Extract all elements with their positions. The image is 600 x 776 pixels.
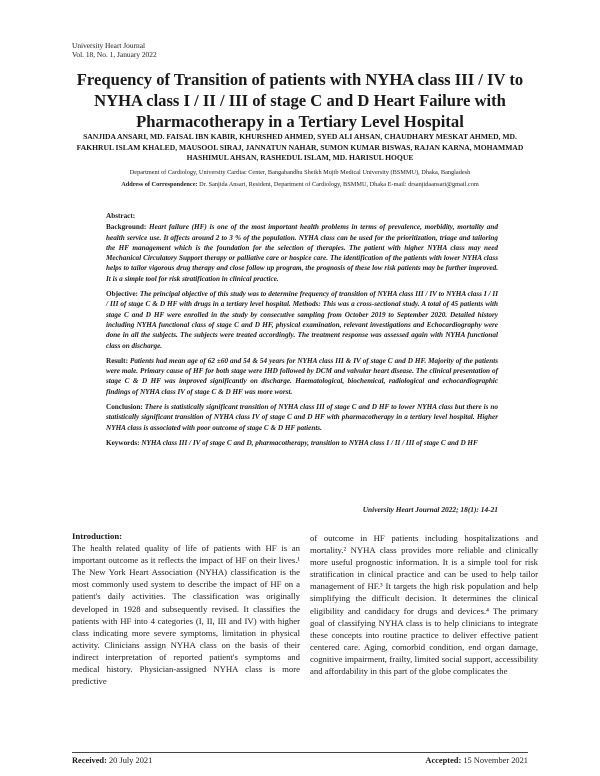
abstract-result (106, 356, 498, 397)
accepted-label: Accepted: (425, 756, 462, 765)
accepted-value: 15 November 2021 (463, 756, 528, 765)
keywords-label: Keywords: (106, 438, 140, 447)
conclusion-text: There is statistically significant transition of NYHA class III of stage C and D HF to lower NYHA class but there is no statistically significant transition of NYHA class IV of stage C and D HF with pharmacotherapy in a tertiary level hospital. Higher NYHA class is associated with poor outcome of stage C & D HF patients. (106, 403, 498, 432)
accepted-date (425, 756, 528, 765)
correspondence (80, 180, 520, 189)
abstract-conclusion (106, 402, 498, 433)
abstract-background (106, 222, 498, 284)
journal-header (72, 41, 157, 59)
abstract-objective (106, 289, 498, 351)
abstract-heading: Abstract: (106, 212, 136, 220)
result-text: Patients had mean age of 62 ±60 and 54 & 54 years for NYHA class III & IV of stage C and D HF. Majority of the patients were male. Primary cause of HF for both stage were IHD followed by DCM and valvular heart disease. The clinical presentation of stage C & D HF was improved significantly on discharge. Haematological, biochemical, radiological and echocardiographic findings of NYHA class IV of stage C & D HF was more worst. (106, 356, 498, 396)
received-label: Received: (72, 756, 107, 765)
journal-name: University Heart Journal (72, 41, 146, 50)
abstract-keywords (106, 438, 498, 448)
citation: University Heart Journal 2022; 18(1): 14-21 (362, 505, 498, 514)
background-text: Heart failure (HF) is one of the most important health problems in terms of prevalence, morbidity, mortality and health service use. It affects around 2 to 3 % of the population. NYHA class can be used for the prioritization, triage and tailoring the HF management which is the foundation for the selection of therapies. The patient with higher NYHA class may need Mechanical Circulatory Support therapy or palliative care or hospice care. The identification of the patients with lower NYHA class helps to tailor vigorous drug therapy and close follow up program, the prognosis of these low risk patients may be further improved. It is a simple tool for risk stratification in clinical practice. (106, 223, 498, 283)
abstract (106, 211, 498, 453)
introduction-heading: Introduction: (72, 531, 123, 541)
conclusion-label: Conclusion: (106, 403, 143, 412)
keywords-text: NYHA class III / IV of stage C and D, pharmacotherapy, transition to NYHA class I / II / III of stage C and D HF (141, 438, 478, 447)
footer-divider (72, 752, 528, 753)
article-title: Frequency of Transition of patients with NYHA class III / IV to NYHA class I / II / III of stage C and D Heart Failure with Pharmacotherapy in a Tertiary Level Hospital (76, 70, 524, 131)
objective-label: Objective: (106, 290, 138, 299)
journal-issue: Vol. 18, No. 1, January 2022 (72, 50, 157, 59)
correspondence-text: Dr. Sanjida Ansari, Resident, Department of Cardiology, BSMMU, Dhaka E-mail: drsanjidaansari@gmail.com (199, 181, 479, 188)
affiliation: Department of Cardiology, University Cardiac Center, Bangabandhu Sheikh Mujib Medical University (BSMMU), Dhaka, Bangladesh (129, 169, 471, 176)
body-right-column (310, 532, 538, 677)
objective-text: The principal objective of this study was to determine frequency of transition of NYHA class III / IV to NYHA class I / II / III of stage C & D HF with drugs in a tertiary level hospital. Methods: This was a cross-sectional study. A total of 45 patients with stage C and D HF were enrolled in the study by consecutive sampling from October 2019 to September 2020. Detailed history including NYHA functional class of stage C and D HF, physical examination, relevant investigations and Echocardiography were done in all the subjects. The subjects were treated accordingly. The treatment response was assessed again with NYHA functional class on discharge. (106, 290, 499, 350)
result-label: Result: (106, 356, 128, 365)
received-date (72, 756, 152, 765)
author-list: SANJIDA ANSARI, MD. FAISAL IBN KABIR, KHURSHED AHMED, SYED ALI AHSAN, CHAUDHARY MESKAT AHMED, MD. FAKHRUL ISLAM KHALED, MAUSOOL SIRAJ, JANNATUN NAHAR, SUMON KUMAR BISWAS, RAJAN KARNA, MOHAMMAD HASHIMUL AHSAN, RASHEDUL ISLAM, MD. HARISUL HOQUE (76, 132, 524, 162)
right-column-text: of outcome in HF patients including hospitalizations and mortality.² NYHA class provides more reliable and clinically more useful prognostic information. It is a simple tool for risk stratification in clinical practice and can be used to help tailor management of HF.³ It targets the high risk population and help simplifying the difficult decision. It determines the clinical eligibility and candidacy for drugs and devices.⁴ The primary goal of classifying NYHA class is to help clinicians to integrate these concepts into routine practice to deliver effective patient centered care. Aging, comorbid condition, end organ damage, cognitive impairment, frailty, limited social support, accessibility and affordability in this part of the globe complicates the (310, 533, 538, 677)
left-column-text: The health related quality of life of patients with HF is an important outcome as it reflects the impact of HF on their lives.¹ The New York Heart Association (NYHA) classification is the most commonly used system to describe the impact of HF on a patient's daily activities. The classification was originally developed in 1928 and subsequently revised. It classifies the patients with HF into 4 categories (I, II, III and IV) with higher class indicating more severe symptoms, limitation in physical activity. Clinicians assign NYHA class on the basis of their indirect interpretation of reported patient's symptoms and medical history. Physician-assigned NYHA class is more predictive (72, 543, 300, 687)
body-left-column (72, 530, 300, 687)
background-label: Background: (106, 223, 147, 232)
received-value: 20 July 2021 (108, 756, 153, 765)
correspondence-label: Address of Correspondence: (121, 181, 198, 188)
